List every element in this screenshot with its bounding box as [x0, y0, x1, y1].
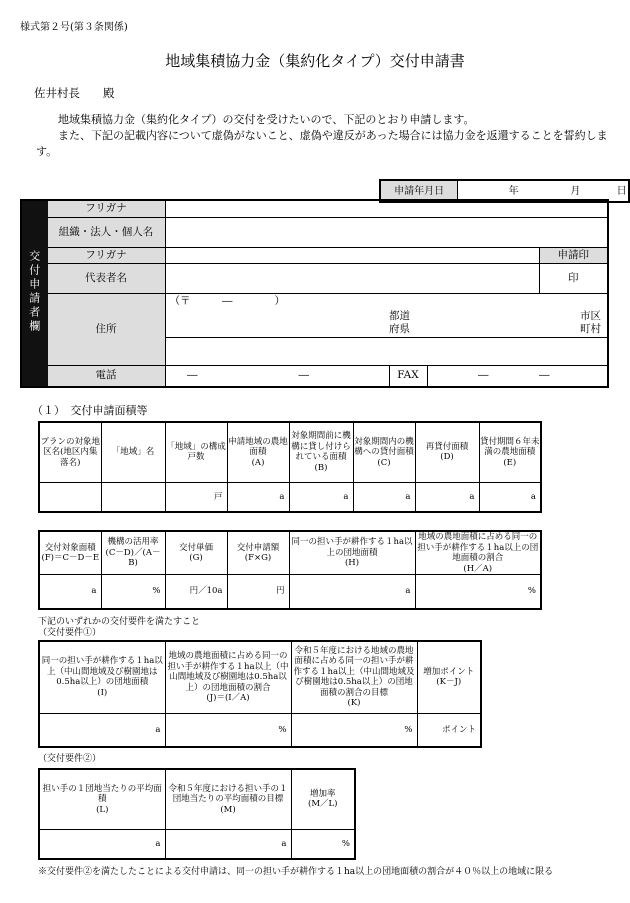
address-line-1[interactable] — [165, 309, 389, 323]
requirement-2-label: （交付要件②） — [38, 754, 102, 764]
date-month-unit: 月 — [560, 180, 591, 202]
t1-v1[interactable] — [101, 482, 165, 512]
t3-h3: 増加ポイント (K－J) — [417, 641, 481, 713]
furigana-input[interactable] — [165, 200, 608, 217]
todo-label: 都道 — [389, 309, 410, 322]
t2-h2: 交付単価 (G) — [165, 531, 227, 575]
t1-h5: 対象期間内の機構への貸付面積 (C) — [353, 422, 415, 482]
date-day-unit: 日 — [615, 180, 629, 202]
phone-part-1[interactable]: ― — [165, 365, 219, 387]
addressee: 佐井村長 殿 — [34, 86, 115, 100]
t2-v2[interactable]: 円／10a — [165, 575, 227, 609]
table-1 — [38, 421, 542, 513]
fuken-label: 府県 — [389, 323, 410, 336]
t1-v2[interactable]: 戸 — [165, 482, 227, 512]
section-1-heading: （１） 交付申請面積等 — [32, 404, 148, 417]
form-number: 様式第２号(第３条関係) — [20, 22, 128, 33]
shiku-label: 市区 — [539, 309, 608, 323]
t2-h5: 地域の農地面積に占める同一の担い手が耕作する１ha以上の団地面積の割合 (H／A) — [415, 531, 541, 575]
furigana2-input[interactable] — [165, 247, 539, 263]
t1-v0[interactable] — [39, 482, 101, 512]
table-2 — [38, 530, 542, 610]
t3-v3[interactable]: ポイント — [417, 713, 481, 747]
footnote: ※交付要件②を満たしたことによる交付申請は、同一の担い手が耕作する１ha以上の団地面積の割合が４０％以上の地域に限る — [38, 867, 554, 877]
postal-code[interactable]: （〒 ― ） — [165, 293, 608, 309]
t2-h4: 同一の担い手が耕作する１ha以上の団地面積 (H) — [289, 531, 415, 575]
t2-v3[interactable]: 円 — [227, 575, 289, 609]
phone-label: 電話 — [47, 365, 165, 387]
t4-v0[interactable]: a — [39, 829, 165, 859]
t4-h1: 令和５年度における担い手の１団地当たりの平均面積の目標 (M) — [165, 769, 291, 829]
rep-name-input[interactable] — [165, 263, 539, 293]
fax-part-2[interactable]: ― — [539, 365, 608, 387]
t2-v4[interactable]: a — [289, 575, 415, 609]
t1-v5[interactable]: a — [353, 482, 415, 512]
applicant-table — [20, 199, 609, 388]
applicant-side-label: 交付申請者欄 — [21, 200, 47, 387]
t4-h0: 担い手の１団地当たりの平均面積 (L) — [39, 769, 165, 829]
t2-v1[interactable]: % — [101, 575, 165, 609]
t1-h4: 対象期間前に機構に貸し付けられている面積 (B) — [289, 422, 353, 482]
t3-v1[interactable]: % — [165, 713, 291, 747]
address-line-3[interactable] — [165, 337, 608, 365]
fax-label: FAX — [389, 365, 427, 387]
t4-v2[interactable]: % — [291, 829, 355, 859]
intro-paragraph-1: 地域集積協力金（集約化タイプ）の交付を受けたいので、下記のとおり申請します。 — [58, 113, 475, 126]
t1-h7: 貸付期間６年未満の農地面積 (E) — [479, 422, 541, 482]
furigana-label: フリガナ — [47, 200, 165, 217]
address-line-2[interactable] — [165, 323, 389, 337]
t2-v0[interactable]: a — [39, 575, 101, 609]
t1-h0: プランの対象地区名(地区内集落名) — [39, 422, 101, 482]
t3-v2[interactable]: % — [291, 713, 417, 747]
date-label: 申請年月日 — [380, 180, 458, 202]
t3-h0: 同一の担い手が耕作する１ha以上（中山間地域及び樹園地は0.5ha以上）の団地面積 (I) — [39, 641, 165, 713]
seal-box[interactable]: 印 — [539, 263, 608, 293]
t1-h2: 「地域」の構成戸数 — [165, 422, 227, 482]
t4-v1[interactable]: a — [165, 829, 291, 859]
t4-h2: 増加率 (M／L) — [291, 769, 355, 829]
t2-h3: 交付申請額 (F×G) — [227, 531, 289, 575]
t1-v4[interactable]: a — [289, 482, 353, 512]
intro-paragraph-2: また、下記の記載内容について虚偽がないこと、虚偽や違反があった場合には協力金を返還することを誓約します。 — [36, 129, 608, 158]
fax-part-1[interactable]: ― — [427, 365, 539, 387]
furigana2-label: フリガナ — [47, 247, 165, 263]
t1-h6: 再貸付面積 (D) — [415, 422, 479, 482]
t1-v6[interactable]: a — [415, 482, 479, 512]
t1-v3[interactable]: a — [227, 482, 289, 512]
t1-v7[interactable]: a — [479, 482, 541, 512]
t1-h3: 申請地域の農地面積 (A) — [227, 422, 289, 482]
chouson-label: 町村 — [539, 323, 608, 337]
phone-part-2[interactable]: ― — [219, 365, 389, 387]
t3-v0[interactable]: a — [39, 713, 165, 747]
requirement-note: 下記のいずれかの交付要件を満たすこと （交付要件①） — [38, 617, 201, 638]
seal-label: 申請印 — [539, 247, 608, 263]
t2-h1: 機構の活用率 (C－D)／(A－B) — [101, 531, 165, 575]
date-year-unit: 年 — [495, 180, 531, 202]
t3-h1: 地域の農地面積に占める同一の担い手が耕作する１ha以上（中山間地域及び樹園地は0.5ha以上）の団地面積の割合 (J)＝(I／A) — [165, 641, 291, 713]
t1-h1: 「地域」名 — [101, 422, 165, 482]
table-3 — [38, 640, 482, 748]
table-4 — [38, 768, 356, 860]
org-name-label: 組織・法人・個人名 — [47, 217, 165, 247]
t2-v5[interactable]: % — [415, 575, 541, 609]
rep-name-label: 代表者名 — [47, 263, 165, 293]
page-title: 地域集積協力金（集約化タイプ）交付申請書 — [165, 52, 465, 70]
t3-h2: 令和５年度における地域の農地面積に占める同一の担い手が耕作する１ha以上（中山間地域及び樹園地は0.5ha以上）の団地面積の割合の目標 (K) — [291, 641, 417, 713]
org-name-input[interactable] — [165, 217, 608, 247]
t2-h0: 交付対象面積 (F)＝C－D－E — [39, 531, 101, 575]
address-label: 住所 — [47, 293, 165, 365]
